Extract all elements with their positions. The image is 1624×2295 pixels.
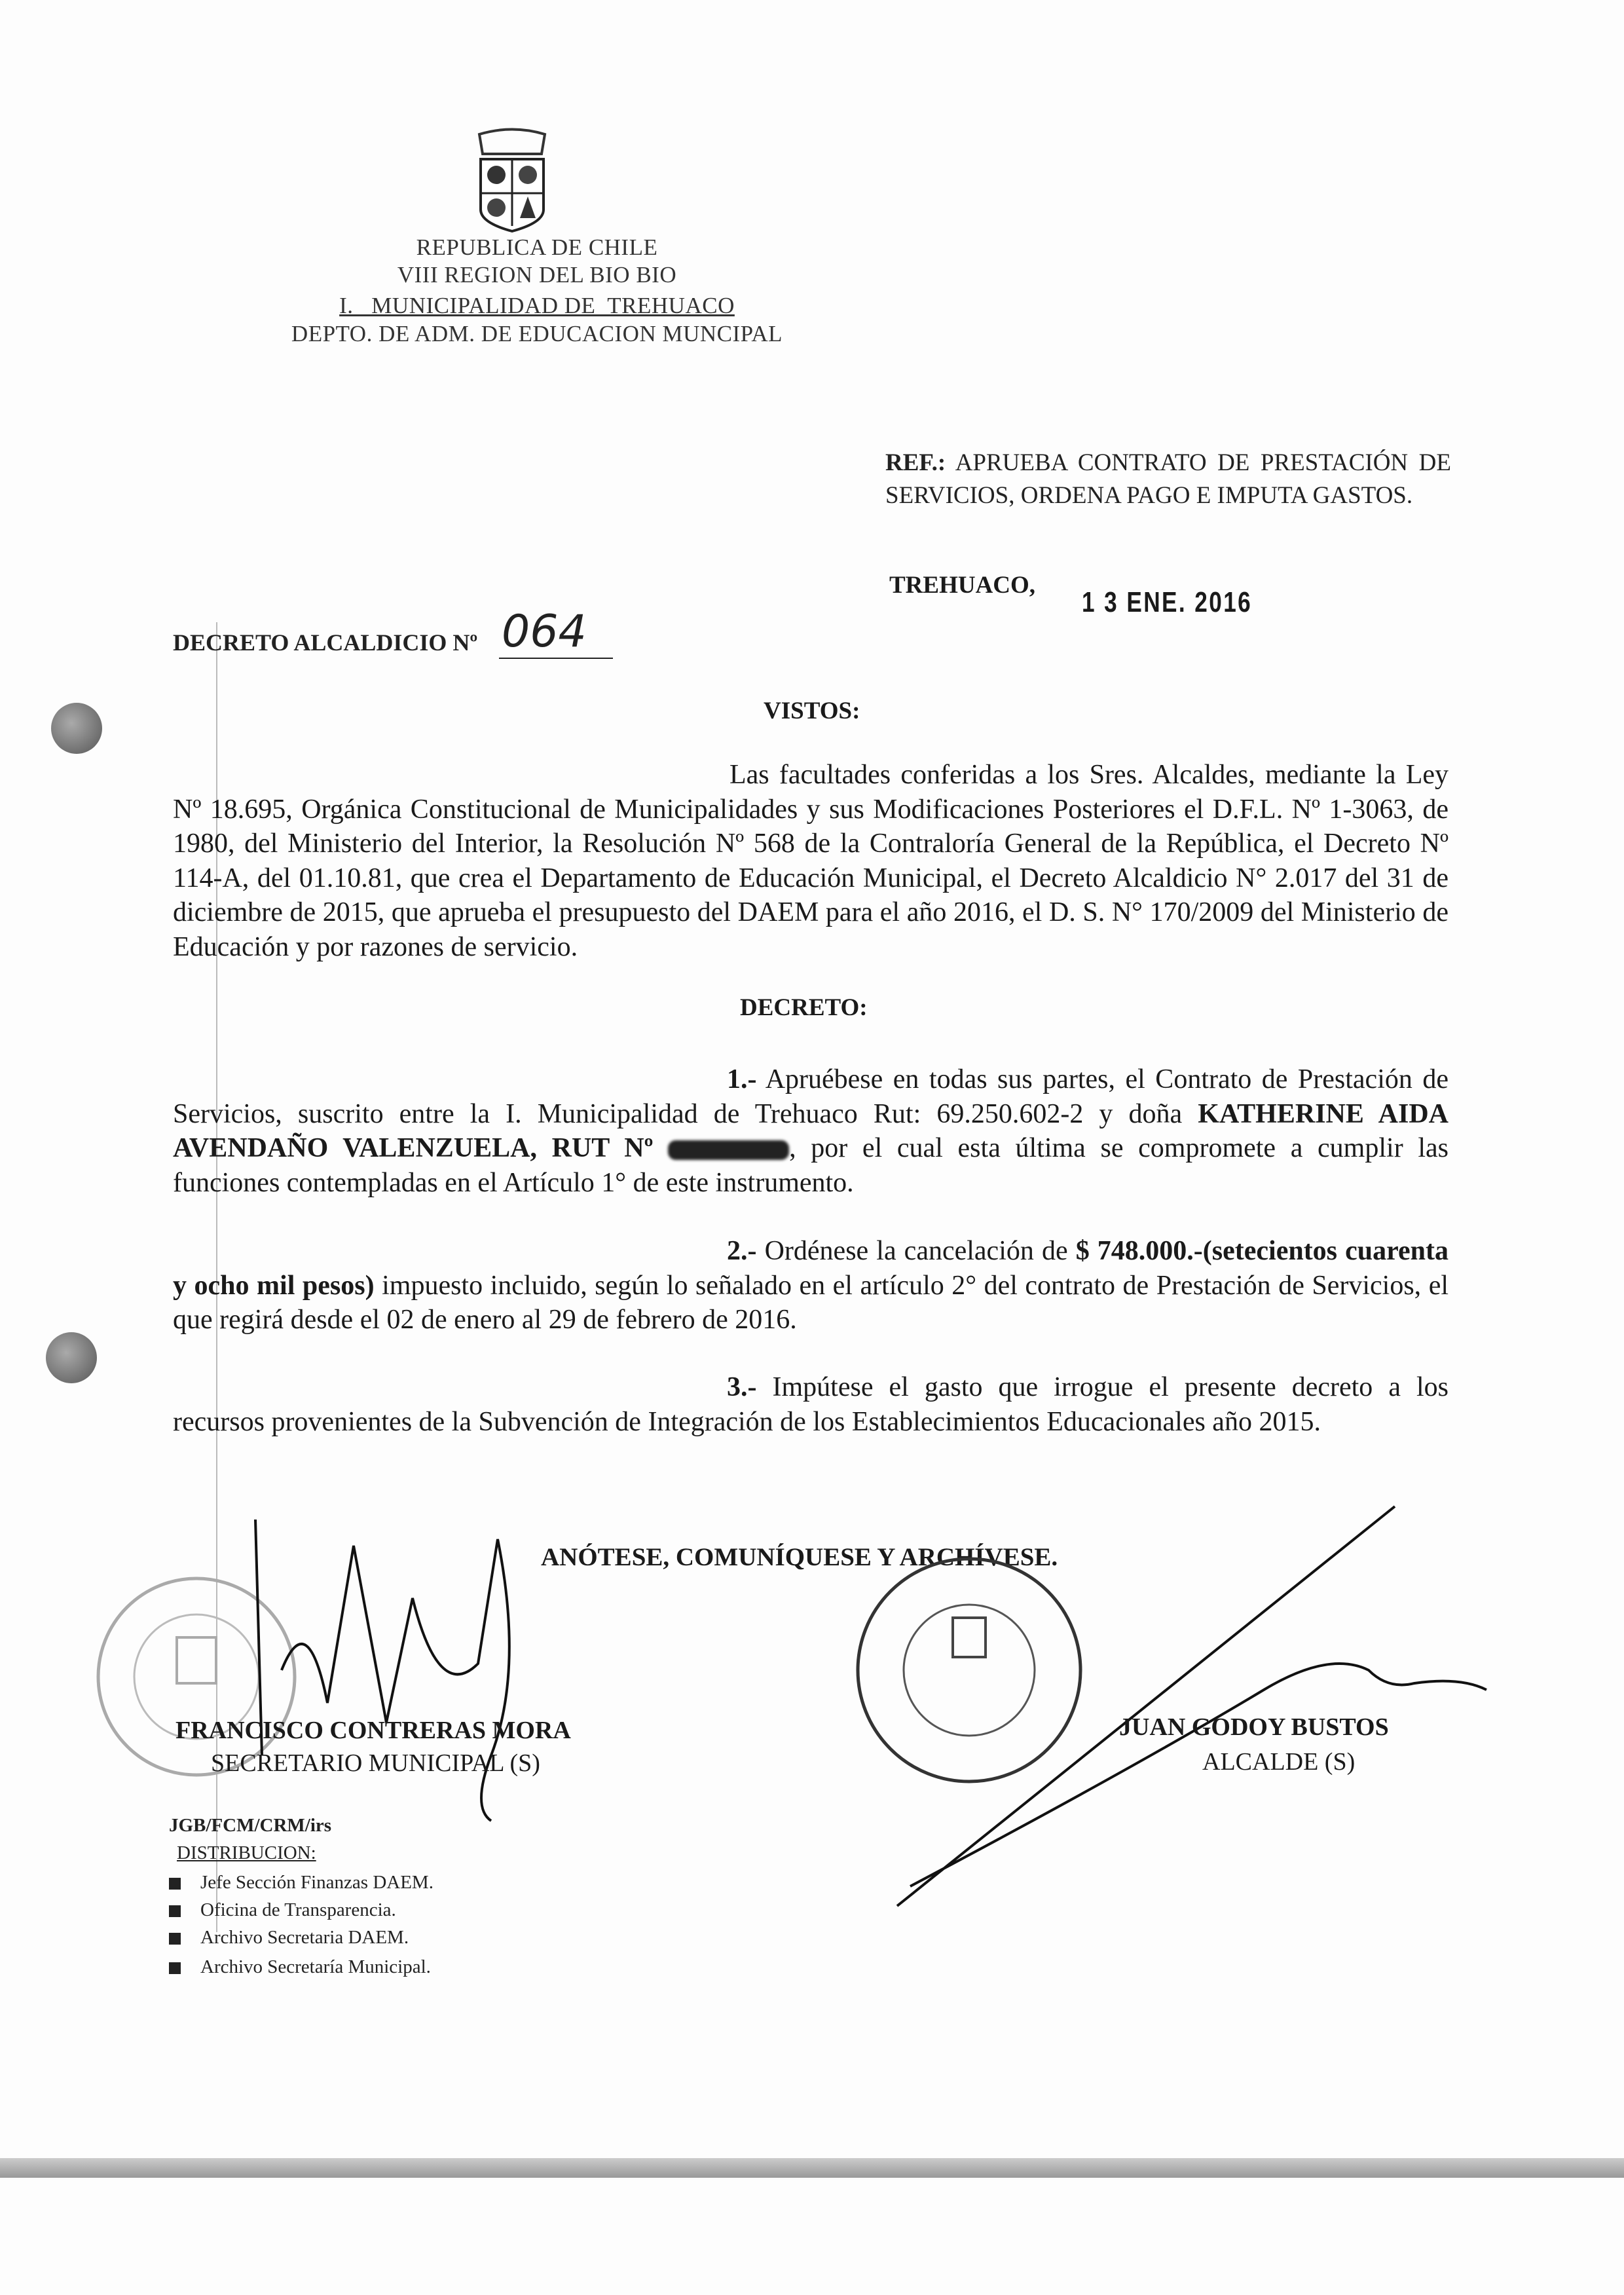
distribution-label: Jefe Sección Finanzas DAEM. [200,1872,434,1893]
decreto-title: DECRETO: [740,994,868,1021]
mayor-title: ALCALDE (S) [1202,1748,1356,1776]
item-number: 2.- [727,1236,757,1266]
item-text: , por el cual esta última se compromete a cumplir las funciones contempladas en el Artículo 1° de este instrumento. [173,1133,1449,1198]
header-region: VIII REGION DEL BIO BIO [397,262,677,288]
item-number: 1.- [727,1064,757,1094]
mayor-name: JUAN GODOY BUSTOS [1119,1713,1389,1741]
vistos-paragraph [173,758,1449,964]
item-text: impuesto incluido, según lo señalado en el artículo 2° del contrato de Prestación de Servicios, el que regirá desde el 02 de enero al 29 de febrero de 2016. [173,1270,1449,1335]
initials: JGB/FCM/CRM/irs [169,1815,332,1836]
item-text: Ordénese la cancelación de [764,1236,1068,1266]
distribution-label: Archivo Secretaría Municipal. [200,1956,431,1977]
bullet-icon [169,1962,181,1974]
punch-hole [46,1332,97,1383]
header-republic: REPUBLICA DE CHILE [416,234,658,260]
distribution-item [169,1896,396,1924]
decree-label: DECRETO ALCALDICIO Nº [173,629,478,656]
bullet-icon [169,1905,181,1917]
scan-edge-bar [0,2158,1624,2178]
distribution-item [169,1924,409,1952]
date-stamp: 1 3 ENE. 2016 [1082,586,1253,618]
reference-block [885,447,1451,512]
ref-text: APRUEBA CONTRATO DE PRESTACIÓN DE SERVICIOS, ORDENA PAGO E IMPUTA GASTOS. [885,449,1452,509]
header-municipality: I. MUNICIPALIDAD DE TREHUACO [339,293,735,318]
item-number: 3.- [727,1372,757,1402]
item-text: Apruébese en todas sus partes, el Contrato de Prestación de Servicios, suscrito entre la I. Municipalidad de Trehuaco Rut: 69.250.602-2 y doña [173,1064,1449,1129]
bullet-icon [169,1933,181,1945]
distribution-label: Archivo Secretaria DAEM. [200,1927,409,1948]
bullet-icon [169,1878,181,1890]
secretary-name: FRANCISCO CONTRERAS MORA [175,1717,571,1744]
secretary-signature [216,1506,570,1834]
decree-item-2 [173,1234,1449,1337]
distribution-title: DISTRIBUCION: [177,1842,316,1863]
contractor-name: KATHERINE AIDA AVENDAÑO VALENZUELA, RUT Nº [173,1098,1449,1163]
header-department: DEPTO. DE ADM. DE EDUCACION MUNCIPAL [291,321,783,346]
municipal-coat-of-arms-logo [473,128,551,233]
decree-item-1 [173,1062,1449,1200]
secretary-title: SECRETARIO MUNICIPAL (S) [211,1749,540,1777]
payment-amount: $ 748.000.-(setecientos cuarenta y ocho mil pesos) [173,1236,1449,1301]
place: TREHUACO, [889,572,1036,599]
closing-formula: ANÓTESE, COMUNÍQUESE Y ARCHÍVESE. [541,1543,1058,1571]
item-text: Impútese el gasto que irrogue el presente decreto a los recursos provenientes de la Subvención de Integración de los Establecimientos Educacionales año 2015. [173,1372,1449,1437]
mayor-signature [871,1493,1493,1919]
distribution-label: Oficina de Transparencia. [200,1899,396,1920]
ref-label: REF.: [885,449,946,476]
vistos-title: VISTOS: [764,698,860,724]
decree-item-3 [173,1370,1449,1439]
decree-number-handwritten: 064 [499,606,613,659]
redacted-rut [668,1140,789,1160]
punch-hole [51,703,102,754]
vistos-text: Las facultades conferidas a los Sres. Alcaldes, mediante la Ley Nº 18.695, Orgánica Constitucional de Municipalidades y sus Modificaciones Posteriores el D.F.L. Nº 1-3063, de 1980, del Ministerio del Interior, la Resolución Nº 568 de la Contraloría General de la República, el Decreto Nº 114-A, del 01.10.81, que crea el Departamento de Educación Municipal, el Decreto Alcaldicio N° 2.017 del 31 de diciembre de 2015, que aprueba el presupuesto del DAEM para el año 2016, el D. S. N° 170/2009 del Ministerio de Educación y por razones de servicio. [173,760,1449,962]
distribution-item [169,1953,431,1981]
distribution-item [169,1869,434,1897]
